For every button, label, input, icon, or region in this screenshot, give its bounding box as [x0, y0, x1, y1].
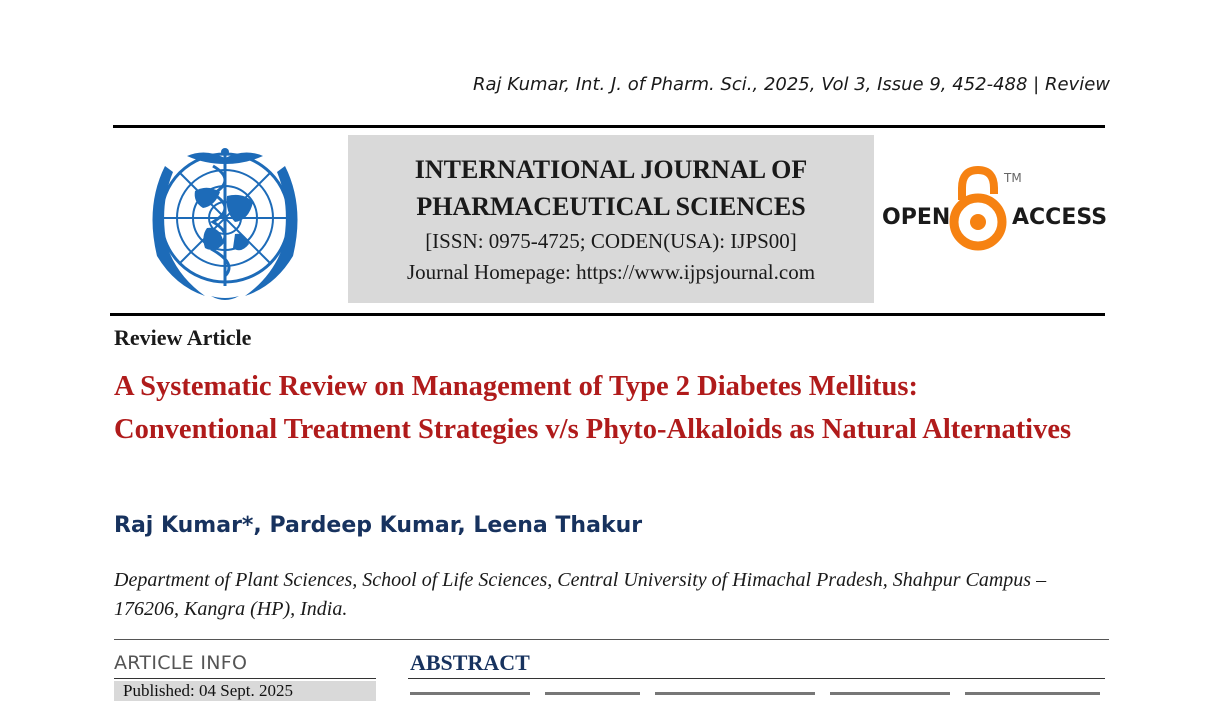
article-title: A Systematic Review on Management of Type 2 Diabetes Mellitus: Conventional Treatment Strategies v/s Phyto-Alkaloids as Natural Alternatives — [114, 371, 1072, 445]
top-rule — [113, 125, 1105, 128]
abstract-text-cropped — [410, 690, 1105, 695]
open-access-word-right: ACCESS — [1012, 205, 1108, 230]
journal-name-line-1: INTERNATIONAL JOURNAL OF — [414, 155, 808, 184]
un-emblem-caduceus-icon — [125, 136, 325, 308]
article-type: Review Article — [114, 325, 252, 350]
issn-line: [ISSN: 0975-4725; CODEN(USA): IJPS00] — [425, 229, 797, 253]
trademark-mark: TM — [1004, 171, 1022, 185]
article-info-box — [114, 681, 376, 701]
masthead-bottom-rule — [110, 313, 1105, 316]
journal-masthead — [348, 135, 874, 303]
abstract-heading: ABSTRACT — [410, 650, 530, 675]
journal-name — [348, 151, 874, 225]
open-access-logo — [878, 166, 1110, 252]
article-info-underline — [114, 678, 376, 679]
author-affiliation: Department of Plant Sciences, School of Life Sciences, Central University of Himachal Pradesh, Shahpur Campus – 176206, Kangra (HP), India. — [114, 569, 1047, 620]
open-access-lock-icon — [954, 170, 1002, 246]
article-info-heading: ARTICLE INFO — [114, 652, 248, 674]
author-list: Raj Kumar*, Pardeep Kumar, Leena Thakur — [114, 513, 643, 538]
journal-homepage[interactable]: Journal Homepage: https://www.ijpsjournal.com — [406, 260, 816, 284]
running-head: Raj Kumar, Int. J. of Pharm. Sci., 2025, Vol 3, Issue 9, 452-488 | Review — [473, 74, 1110, 95]
section-divider — [114, 639, 1109, 640]
abstract-underline — [408, 678, 1105, 679]
journal-name-line-2: PHARMACEUTICAL SCIENCES — [416, 192, 806, 221]
published-date: Published: 04 Sept. 2025 — [123, 681, 294, 700]
open-access-word-left: OPEN — [882, 205, 951, 230]
